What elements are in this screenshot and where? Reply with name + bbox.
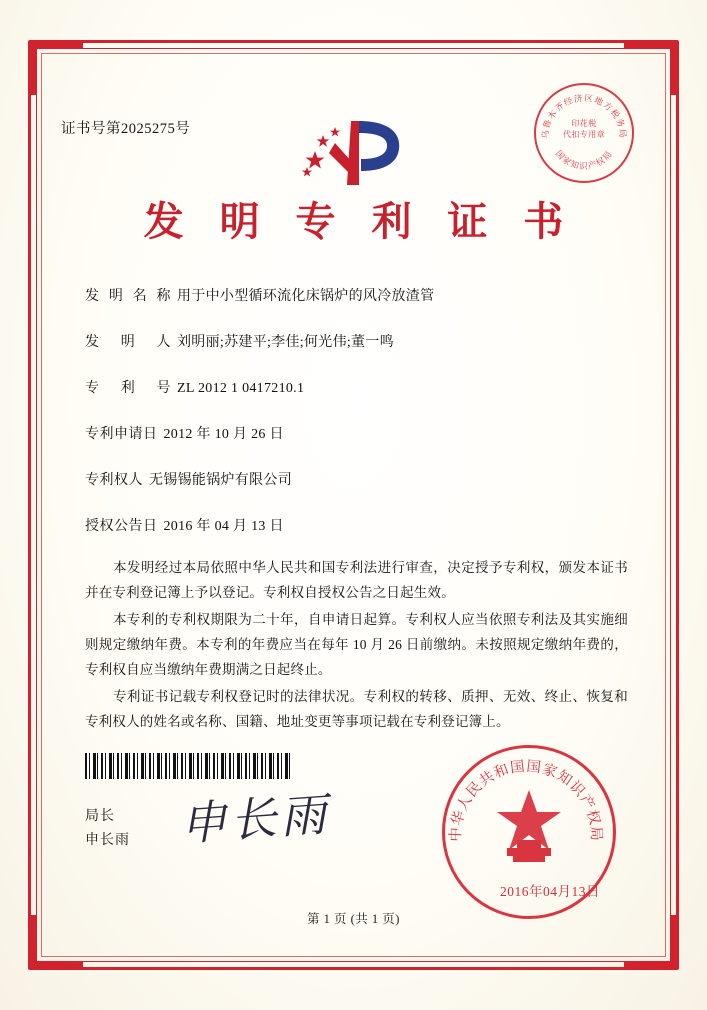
seal-top-arc-text: 乌鲁木齐经济区地方税务局: [539, 92, 629, 139]
paragraph-1: 本发明经过本局依照中华人民共和国专利法进行审查，决定授予专利权，颁发本证书并在专利登记簿上予以登记。专利权自授权公告之日起生效。: [85, 560, 628, 600]
field-list: [85, 285, 632, 561]
field-label: 发明名称: [85, 289, 171, 304]
field-label: 发明人: [85, 335, 171, 350]
certificate-content: [55, 65, 652, 945]
director-role-label: 局长: [85, 809, 115, 824]
field-application-date: [85, 423, 632, 443]
field-patent-number: [85, 377, 632, 397]
seal-line-2: 代扣专用章: [563, 130, 605, 139]
signature-block: [85, 805, 130, 853]
field-label: 授权公告日: [85, 519, 158, 534]
field-value: 2016 年 04 月 13 日: [163, 519, 284, 534]
field-grant-announcement-date: [85, 515, 632, 535]
paragraph-2: 本专利的专利权期限为二十年，自申请日起算。专利权人应当依照专利法及其实施细则规定缴纳年费。本专利的年费应当在每年 10 月 26 日前缴纳。未按照规定缴纳年费的，专利权自应当缴纳年费期满之日起终止。: [85, 612, 628, 677]
paragraph-3: 专利证书记载专利权登记时的法律状况。专利权的转移、质押、无效、终止、恢复和专利权人的姓名或名称、国籍、地址变更等事项记载在专利登记簿上。: [85, 689, 628, 729]
seal-line-1: 印花税: [571, 119, 597, 128]
field-patentee: [85, 469, 632, 489]
director-name-label: 申长雨: [85, 833, 130, 848]
handwritten-signature: 申长雨: [178, 786, 332, 852]
field-value: 无锡锡能锅炉有限公司: [149, 473, 292, 488]
svg-text:国家知识产权局: [554, 148, 615, 171]
field-label: 专利申请日: [85, 427, 158, 442]
national-emblem-icon: [481, 784, 577, 880]
seal-bottom-arc-text: 国家知识产权局: [553, 148, 615, 171]
field-label: 专利权人: [85, 473, 143, 488]
page-title: 发 明 专 利 证 书: [143, 198, 575, 245]
page-footer: 第 1 页 (共 1 页): [307, 912, 400, 926]
field-value: 刘明丽;苏建平;李佳;何光伟;董一鸣: [177, 335, 394, 350]
seal-main-arc-text: 中华人民共和国国家知识产权局: [448, 758, 604, 843]
sipo-logo-icon: [289, 113, 419, 193]
field-invention-name: [85, 285, 632, 305]
field-value: 2012 年 10 月 26 日: [163, 427, 284, 442]
certificate-number: 证书号第2025275号: [61, 121, 191, 137]
seal-date: 2016年04月13日: [500, 884, 600, 899]
field-label: 专利号: [85, 381, 171, 396]
seal-center-text: [536, 118, 632, 140]
legal-text-block: [85, 555, 628, 736]
barcode: [85, 753, 291, 779]
tax-stamp-seal: [534, 83, 634, 183]
field-inventors: [85, 331, 632, 351]
field-value: ZL 2012 1 0417210.1: [177, 381, 305, 396]
field-value: 用于中小型循环流化床锅炉的风冷放渣管: [177, 289, 435, 304]
